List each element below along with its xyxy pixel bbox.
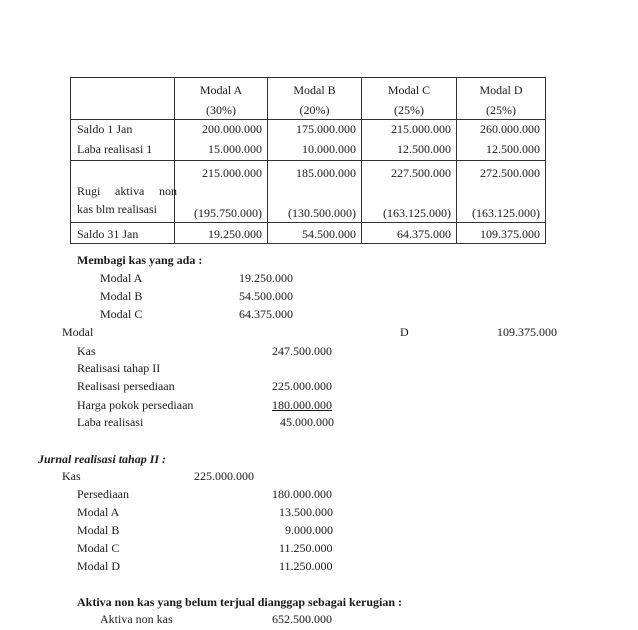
header-modal-d: Modal D (25%) (457, 78, 546, 120)
cell-modal-c: 215.000.000 12.500.000 (362, 120, 457, 161)
modal-d-label: Modal (62, 325, 94, 339)
cell-modal-d-closing: 109.375.000 (457, 223, 546, 244)
cell-modal-a-closing: 19.250.000 (175, 223, 268, 244)
capital-table (70, 77, 546, 244)
realisasi-heading: Realisasi tahap II (77, 361, 161, 375)
jurnal-credit-label: Modal A (77, 505, 120, 519)
cell-modal-c-loss: 227.500.000 (163.125.000) (362, 161, 457, 223)
membagi-value-a: 19.250.000 (239, 271, 293, 285)
header-modal-b: Modal B (20%) (268, 78, 362, 120)
table-row-opening (71, 120, 546, 161)
cell-modal-b: 175.000.000 10.000.000 (268, 120, 362, 161)
aktiva-value: 652.500.000 (272, 612, 332, 626)
jurnal-credit-label: Modal C (77, 541, 120, 555)
membagi-label-a: Modal A (100, 271, 143, 285)
jurnal-kas-value: 225.000.000 (194, 469, 254, 483)
cell-modal-c-closing: 64.375.000 (362, 223, 457, 244)
hpp-label: Harga pokok persediaan (77, 398, 194, 412)
table-row-loss (71, 161, 546, 223)
header-modal-a: Modal A (30%) (175, 78, 268, 120)
realisasi-persediaan-label: Realisasi persediaan (77, 379, 175, 393)
jurnal-credit-value: 180.000.000 (272, 487, 332, 501)
cell-modal-d: 260.000.000 12.500.000 (457, 120, 546, 161)
cell-modal-d-loss: 272.500.000 (163.125.000) (457, 161, 546, 223)
cell-modal-b-closing: 54.500.000 (268, 223, 362, 244)
modal-d-letter: D (400, 325, 409, 339)
jurnal-heading: Jurnal realisasi tahap II : (38, 452, 167, 466)
laba-realisasi-value: 45.000.000 (280, 415, 334, 429)
jurnal-kas-label: Kas (62, 469, 81, 483)
jurnal-credit-label: Modal D (77, 559, 120, 573)
row-labels-loss: Rugi aktiva non kas blm realisasi (71, 161, 175, 223)
table-header-row (71, 78, 546, 120)
membagi-value-c: 64.375.000 (239, 307, 293, 321)
row-labels: Saldo 1 Jan Laba realisasi 1 (71, 120, 175, 161)
realisasi-persediaan-value: 225.000.000 (272, 379, 332, 393)
row-label-closing: Saldo 31 Jan (71, 223, 175, 244)
membagi-heading: Membagi kas yang ada : (77, 253, 203, 267)
hpp-value: 180.000.000 (272, 398, 332, 412)
kas-value: 247.500.000 (272, 344, 332, 358)
modal-d-value: 109.375.000 (497, 325, 557, 339)
membagi-label-c: Modal C (100, 307, 143, 321)
table-row-closing (71, 223, 546, 244)
jurnal-credit-label: Modal B (77, 523, 120, 537)
aktiva-label: Aktiva non kas (100, 612, 173, 626)
header-modal-c: Modal C (25%) (362, 78, 457, 120)
aktiva-heading: Aktiva non kas yang belum terjual dianggap sebagai kerugian : (77, 595, 403, 609)
cell-modal-a: 200.000.000 15.000.000 (175, 120, 268, 161)
cell-modal-a-loss: 215.000.000 (195.750.000) (175, 161, 268, 223)
rugi-label-line1: Rugi aktiva non (77, 184, 177, 198)
header-blank-cell (71, 78, 175, 120)
jurnal-credit-value: 9.000.000 (285, 523, 333, 537)
cell-modal-b-loss: 185.000.000 (130.500.000) (268, 161, 362, 223)
jurnal-credit-value: 11.250.000 (279, 541, 333, 555)
jurnal-credit-label: Persediaan (77, 487, 129, 501)
membagi-value-b: 54.500.000 (239, 289, 293, 303)
membagi-label-b: Modal B (100, 289, 143, 303)
jurnal-credit-value: 13.500.000 (279, 505, 333, 519)
kas-label: Kas (77, 344, 96, 358)
jurnal-credit-value: 11.250.000 (279, 559, 333, 573)
laba-realisasi-label: Laba realisasi (77, 415, 144, 429)
